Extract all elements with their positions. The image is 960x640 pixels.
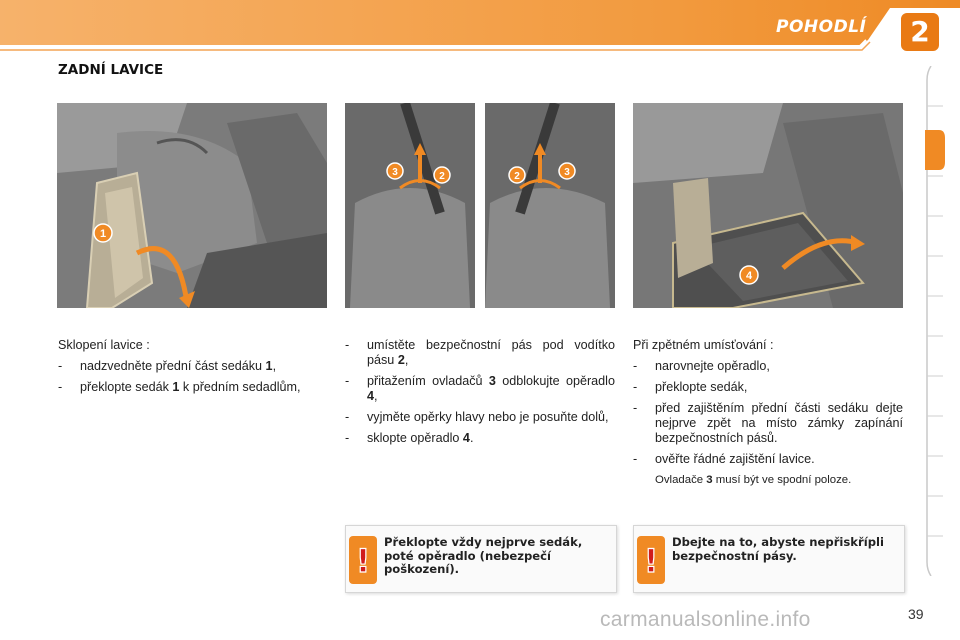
controls-note bbox=[633, 473, 903, 488]
list-text: před zajištěním přední části sedáku dejte nejprve zpět na místo zámky zapínání bezpečnostních pásů. bbox=[655, 401, 903, 445]
header-bar bbox=[0, 0, 960, 62]
list-text: přitažením ovladačů bbox=[367, 374, 489, 388]
warning-icon bbox=[349, 536, 377, 584]
note-text-after: musí být ve spodní poloze. bbox=[712, 474, 852, 486]
list-dash: - bbox=[345, 338, 350, 352]
photo-backrest-release bbox=[345, 103, 615, 308]
list-text: překlopte sedák bbox=[80, 380, 173, 394]
list-dash: - bbox=[58, 380, 63, 394]
page-number: 39 bbox=[908, 606, 924, 622]
svg-text:!: ! bbox=[355, 542, 371, 580]
list-dash: - bbox=[633, 452, 638, 466]
list-ref: 4 bbox=[367, 389, 375, 403]
section-title: ZADNÍ LAVICE bbox=[58, 62, 164, 78]
photo-backrest-folded bbox=[633, 103, 903, 308]
list-dash: - bbox=[633, 380, 638, 394]
list-ref: 2 bbox=[397, 353, 405, 367]
note-ref: 3 bbox=[706, 474, 713, 486]
list-item bbox=[58, 380, 323, 395]
list-dash: - bbox=[633, 359, 638, 373]
list-text-after: . bbox=[469, 431, 474, 445]
photo-label-4: 4 bbox=[745, 270, 753, 282]
photo-label-2-left: 2 bbox=[439, 171, 445, 182]
list-dash: - bbox=[345, 431, 350, 445]
warning-box-seatbelts bbox=[633, 525, 905, 593]
photo-label-3-left: 3 bbox=[392, 167, 398, 178]
list-ref: 4 bbox=[462, 431, 470, 445]
list-text-after: k předním sedadlům, bbox=[179, 380, 301, 394]
list-text: umístěte bezpečnostní pás pod vodítko pásu bbox=[367, 338, 615, 367]
list-item bbox=[633, 359, 903, 374]
list-item bbox=[633, 380, 903, 395]
list-ref: 1 bbox=[265, 359, 273, 373]
list-ref: 1 bbox=[172, 380, 180, 394]
list-item bbox=[345, 410, 615, 425]
list-text: vyjměte opěrky hlavy nebo je posuňte dolů, bbox=[367, 410, 609, 424]
warning-box-fold-order bbox=[345, 525, 617, 593]
column-fold-seat bbox=[58, 338, 323, 401]
photo-label-3-right: 3 bbox=[564, 167, 570, 178]
chapter-tab-bar bbox=[925, 66, 945, 576]
list-text-after: odblokujte opěradlo bbox=[495, 374, 615, 388]
list-item bbox=[58, 359, 323, 374]
list-text-after: , bbox=[404, 353, 409, 367]
photo-seat-cushion-lift bbox=[57, 103, 327, 308]
photo-label-1: 1 bbox=[99, 228, 107, 240]
column1-intro: Sklopení lavice : bbox=[58, 338, 150, 352]
list-text-after: , bbox=[374, 389, 378, 403]
list-ref: 3 bbox=[488, 374, 496, 388]
svg-text:!: ! bbox=[643, 542, 659, 580]
list-item bbox=[345, 431, 615, 446]
column3-intro: Při zpětném umísťování : bbox=[633, 338, 774, 352]
column-restore-seat bbox=[633, 338, 903, 488]
chapter-title: POHODLÍ bbox=[776, 17, 867, 37]
note-text: Ovladače bbox=[655, 474, 707, 486]
column-fold-backrest bbox=[345, 338, 615, 452]
list-dash: - bbox=[345, 410, 350, 424]
list-text: narovnejte opěradlo, bbox=[655, 359, 770, 373]
list-text: nadzvedněte přední část sedáku bbox=[80, 359, 266, 373]
list-item bbox=[633, 452, 903, 467]
warning-icon bbox=[637, 536, 665, 584]
chapter-number-badge: 2 bbox=[910, 15, 930, 48]
list-item bbox=[633, 401, 903, 446]
list-text: překlopte sedák, bbox=[655, 380, 748, 394]
warning-text: Dbejte na to, abyste nepřiskřípli bezpečnostní pásy. bbox=[672, 535, 884, 563]
warning-text: Překlopte vždy nejprve sedák, poté opěradlo (nebezpečí poškození). bbox=[384, 535, 583, 576]
list-dash: - bbox=[345, 374, 350, 388]
list-dash: - bbox=[633, 401, 638, 415]
list-item bbox=[345, 338, 615, 368]
list-text: sklopte opěradlo bbox=[367, 431, 463, 445]
list-text: ověřte řádné zajištění lavice. bbox=[655, 452, 815, 466]
photo-label-2-right: 2 bbox=[514, 171, 520, 182]
watermark: carmanualsonline.info bbox=[600, 608, 811, 631]
list-text-after: , bbox=[272, 359, 277, 373]
list-item bbox=[345, 374, 615, 404]
list-dash: - bbox=[58, 359, 63, 373]
